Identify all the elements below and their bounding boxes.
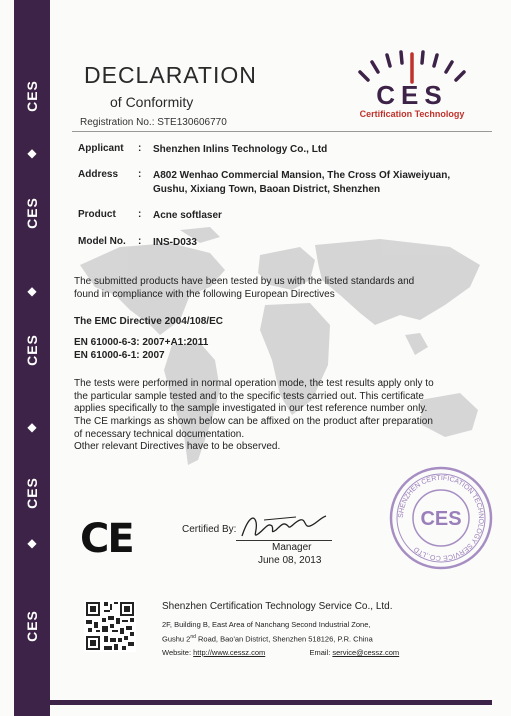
logo-tagline: Certification Technology xyxy=(359,109,465,119)
company-seal-icon xyxy=(388,465,494,571)
footer-address-2-post: Road, Bao'an District, Shenzhen 518126, P.R. China xyxy=(195,634,373,644)
sidebar-ces-label: CES xyxy=(24,197,40,229)
directive-text: The EMC Directive 2004/108/EC xyxy=(74,316,223,327)
field-colon: : xyxy=(138,236,142,247)
sidebar-strip xyxy=(14,0,50,716)
email-link[interactable]: service@cessz.com xyxy=(332,648,400,657)
seal-brand: CES xyxy=(420,508,462,530)
sidebar-diamond: ◆ xyxy=(27,536,37,550)
field-colon: : xyxy=(138,143,142,154)
test-notes: The tests were performed in normal operation mode, the test results apply only to the particular sample tested and to the specific tests carried out. This certificate applies specifically to the sample investigated in our test reference number only. xyxy=(74,378,434,414)
sidebar-ces-label: CES xyxy=(24,80,40,112)
website-label: Website: xyxy=(162,648,192,657)
product-label: Product xyxy=(78,209,116,220)
sidebar-diamond: ◆ xyxy=(27,146,37,160)
footer-company: Shenzhen Certification Technology Service Co., Ltd. xyxy=(162,601,393,612)
logo-brand: CES xyxy=(376,80,448,110)
sidebar-diamond: ◆ xyxy=(27,420,37,434)
address-value: A802 Wenhao Commercial Mansion, The Cross Of Xiaweiyuan, Gushu, Xixiang Town, Baoan District, Shenzhen xyxy=(153,170,451,195)
address-label: Address xyxy=(78,169,119,180)
field-colon: : xyxy=(138,209,142,220)
website-link[interactable]: http://www.cessz.com xyxy=(193,648,266,657)
footer-address-1: 2F, Building B, East Area of Nanchang Second Industrial Zone, xyxy=(162,620,371,629)
model-label: Model No. xyxy=(78,236,126,247)
certified-by-label: Certified By: xyxy=(182,524,237,535)
ce-marking-note: The CE markings as shown below can be affixed on the product after preparation of necessary technical documentation. xyxy=(74,416,433,440)
qr-code-icon xyxy=(84,600,136,652)
header-divider xyxy=(72,131,492,132)
sidebar-ces-label: CES xyxy=(24,610,40,642)
sidebar-diamond: ◆ xyxy=(27,284,37,298)
document-subtitle: of Conformity xyxy=(110,94,194,110)
footer-address-2-sup: nd xyxy=(190,634,196,640)
standard-2: EN 61000-6-1: 2007 xyxy=(74,350,165,361)
email-label: Email: xyxy=(309,648,331,657)
seal-ring-text: SHENZHEN CERTIFICATION TECHNOLOGY SERVICE CO.,LTD xyxy=(397,474,485,562)
signature-date: June 08, 2013 xyxy=(258,555,322,566)
bottom-bar xyxy=(14,700,492,705)
applicant-value: Shenzhen Inlins Technology Co., Ltd xyxy=(153,144,328,155)
applicant-label: Applicant xyxy=(78,143,124,154)
field-colon: : xyxy=(138,169,142,180)
signer-role: Manager xyxy=(272,542,312,553)
footer-contact xyxy=(162,648,399,657)
signature-line xyxy=(236,540,332,541)
sidebar-ces-label: CES xyxy=(24,334,40,366)
ces-logo xyxy=(348,48,476,120)
footer-address-2-pre: Gushu 2 xyxy=(162,634,191,644)
intro-text: The submitted products have been tested by us with the listed standards and found in compliance with the following European Directives xyxy=(74,276,415,300)
product-value: Acne softlaser xyxy=(153,210,222,221)
other-directives-note: Other relevant Directives have to be observed. xyxy=(74,441,281,452)
registration-number xyxy=(80,117,227,128)
signature-icon xyxy=(234,508,334,542)
ce-mark-icon: CE xyxy=(80,516,133,562)
registration-label: Registration No.: xyxy=(80,117,155,128)
document-title: DECLARATION xyxy=(84,62,257,88)
standard-1: EN 61000-6-3: 2007+A1:2011 xyxy=(74,337,209,348)
model-value: INS-D033 xyxy=(153,237,197,248)
footer-address-2 xyxy=(162,634,373,644)
world-map-watermark xyxy=(60,225,500,505)
sidebar-ces-label: CES xyxy=(24,477,40,509)
registration-value: STE130606770 xyxy=(157,117,227,128)
